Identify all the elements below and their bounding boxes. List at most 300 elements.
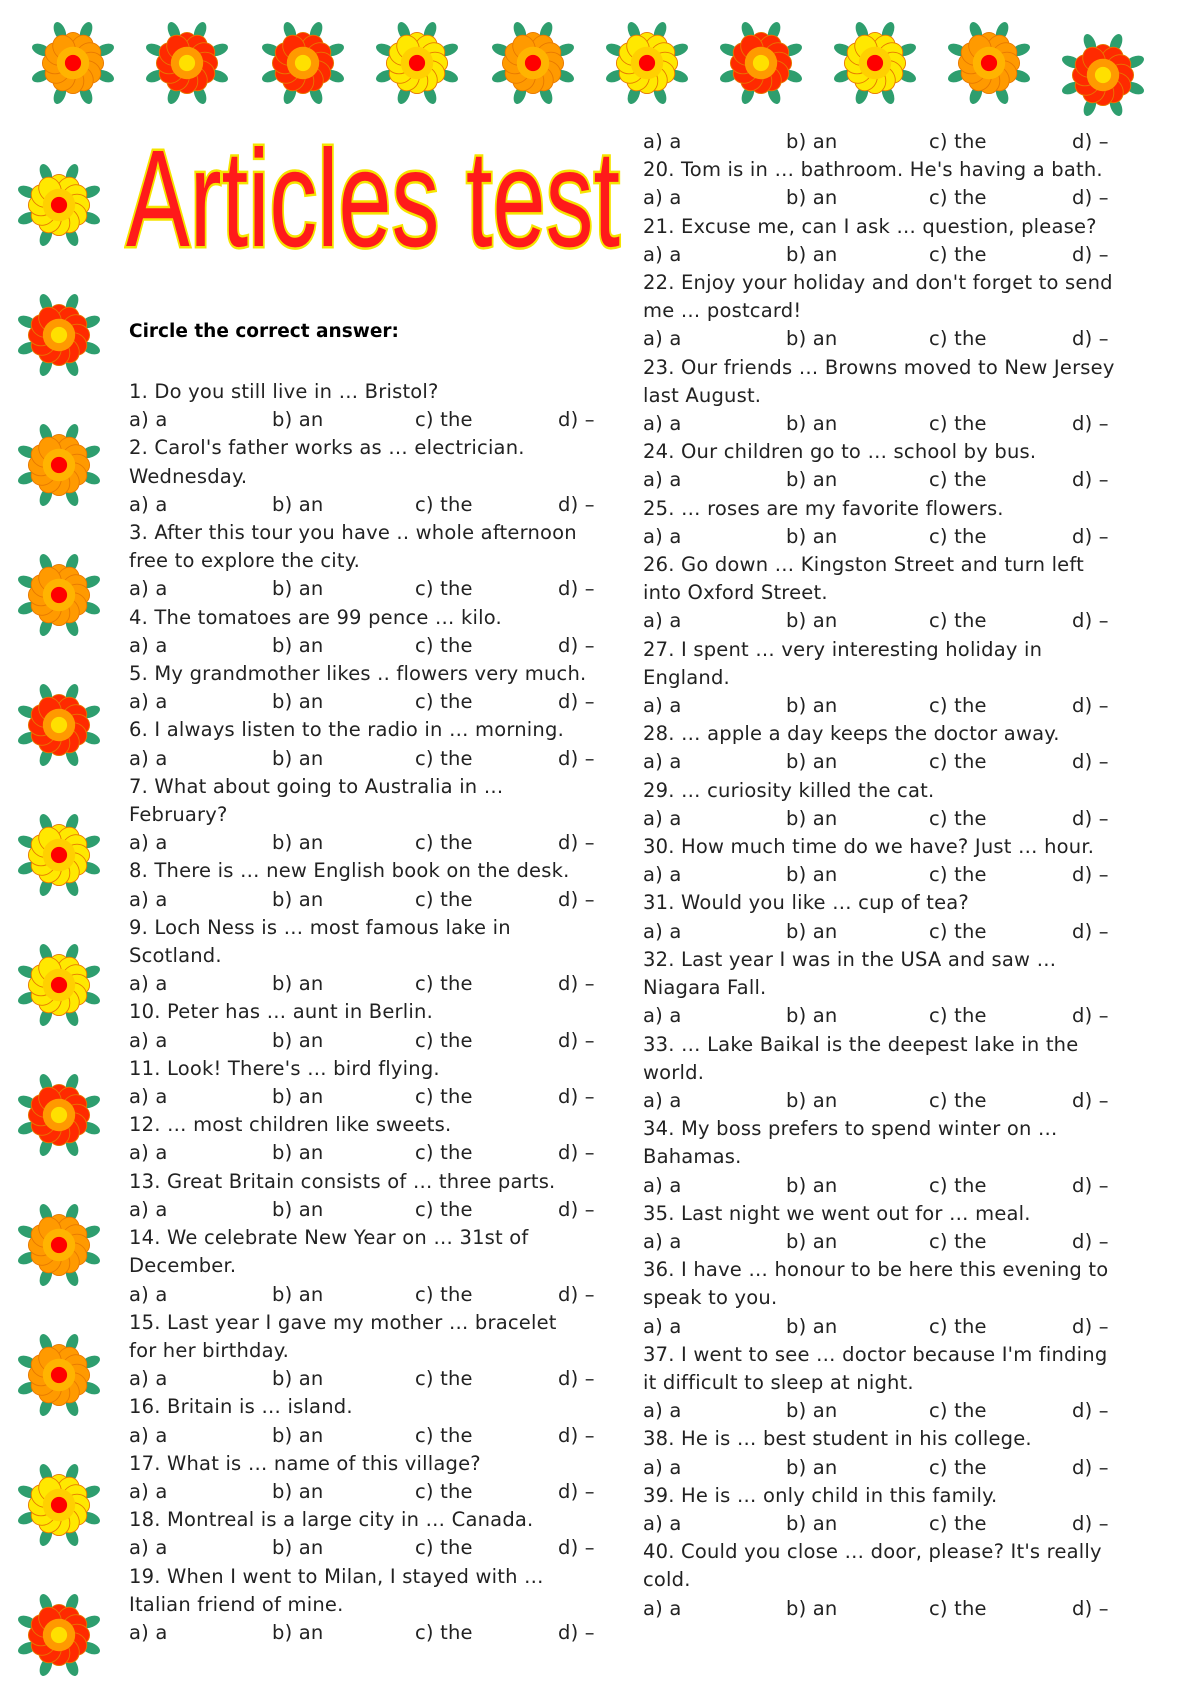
answer-options — [129, 745, 599, 773]
question — [129, 1055, 599, 1083]
flower-icon — [14, 680, 104, 770]
option-c[interactable]: c) the — [415, 972, 473, 996]
question — [643, 946, 1143, 1002]
option-d[interactable]: d) – — [1072, 750, 1109, 774]
answer-options — [643, 1087, 1143, 1115]
option-c[interactable]: c) the — [415, 1479, 473, 1503]
option-c[interactable]: c) the — [415, 1536, 473, 1560]
flower-icon — [716, 18, 806, 108]
option-d[interactable]: d) – — [558, 1141, 595, 1165]
option-a[interactable]: a) a — [643, 1596, 682, 1620]
option-b[interactable]: b) an — [272, 831, 324, 855]
option-d[interactable]: d) – — [1072, 524, 1109, 548]
option-a[interactable]: a) a — [129, 1197, 168, 1221]
option-b[interactable]: b) an — [272, 1620, 324, 1644]
option-c[interactable]: c) the — [929, 186, 987, 210]
option-a[interactable]: a) a — [643, 1314, 682, 1338]
option-c[interactable]: c) the — [415, 887, 473, 911]
question — [129, 1563, 599, 1619]
option-c[interactable]: c) the — [929, 1399, 987, 1423]
option-b[interactable]: b) an — [786, 327, 838, 351]
option-c[interactable]: c) the — [415, 1085, 473, 1109]
option-d[interactable]: d) – — [1072, 130, 1109, 153]
question-text-line: 22. Enjoy your holiday and don't forget to send — [643, 271, 1113, 295]
question — [643, 889, 1143, 917]
option-b[interactable]: b) an — [272, 633, 324, 657]
option-d[interactable]: d) – — [558, 972, 595, 996]
option-c[interactable]: c) the — [929, 806, 987, 830]
question-text-line: 20. Tom is in … bathroom. He's having a bath. — [643, 158, 1103, 182]
option-d[interactable]: d) – — [558, 1085, 595, 1109]
option-c[interactable]: c) the — [929, 750, 987, 774]
option-b[interactable]: b) an — [786, 468, 838, 492]
option-b[interactable]: b) an — [272, 1479, 324, 1503]
option-c[interactable]: c) the — [929, 130, 987, 153]
option-d[interactable]: d) – — [558, 1197, 595, 1221]
question-text-line: 18. Montreal is a large city in … Canada. — [129, 1508, 534, 1532]
option-c[interactable]: c) the — [415, 746, 473, 770]
option-a[interactable]: a) a — [643, 412, 682, 436]
answer-options — [129, 886, 599, 914]
option-b[interactable]: b) an — [272, 577, 324, 601]
option-d[interactable]: d) – — [558, 831, 595, 855]
option-d[interactable]: d) – — [1072, 1399, 1109, 1423]
question — [129, 857, 599, 885]
option-d[interactable]: d) – — [1072, 1596, 1109, 1620]
question-text-line: 26. Go down … Kingston Street and turn left — [643, 553, 1084, 577]
option-a[interactable]: a) a — [129, 1479, 168, 1503]
option-b[interactable]: b) an — [272, 1028, 324, 1052]
option-d[interactable]: d) – — [1072, 412, 1109, 436]
option-b[interactable]: b) an — [786, 609, 838, 633]
option-d[interactable]: d) – — [1072, 1455, 1109, 1479]
answer-options — [643, 128, 1143, 156]
question-text-line: 19. When I went to Milan, I stayed with … — [129, 1564, 544, 1588]
question — [643, 720, 1143, 748]
option-b[interactable]: b) an — [786, 1088, 838, 1112]
instruction-text: Circle the correct answer: — [129, 321, 399, 342]
question-text-line: 17. What is … name of this village? — [129, 1451, 481, 1475]
option-c[interactable]: c) the — [415, 633, 473, 657]
answer-options — [129, 970, 599, 998]
question — [129, 773, 599, 829]
question — [129, 604, 599, 632]
option-d[interactable]: d) – — [1072, 327, 1109, 351]
question-text-line: 39. He is … only child in this family. — [643, 1483, 998, 1507]
question-text-line: world. — [643, 1060, 705, 1084]
answer-options — [643, 523, 1143, 551]
question — [643, 213, 1143, 241]
question-text-line: speak to you. — [643, 1286, 778, 1310]
option-d[interactable]: d) – — [558, 1282, 595, 1306]
question — [643, 833, 1143, 861]
option-d[interactable]: d) – — [1072, 468, 1109, 492]
flower-icon — [602, 18, 692, 108]
option-a[interactable]: a) a — [129, 408, 168, 432]
option-b[interactable]: b) an — [786, 1004, 838, 1028]
answer-options — [129, 1365, 599, 1393]
question-text-line: me … postcard! — [643, 299, 802, 323]
question-text-line: cold. — [643, 1568, 691, 1592]
option-a[interactable]: a) a — [129, 1282, 168, 1306]
answer-options — [643, 607, 1143, 635]
option-a[interactable]: a) a — [129, 746, 168, 770]
option-b[interactable]: b) an — [786, 1314, 838, 1338]
question-text-line: 21. Excuse me, can I ask … question, please? — [643, 214, 1097, 238]
option-a[interactable]: a) a — [129, 1367, 168, 1391]
question — [129, 914, 599, 970]
flower-icon — [14, 940, 104, 1030]
option-a[interactable]: a) a — [129, 887, 168, 911]
option-a[interactable]: a) a — [643, 863, 682, 887]
question — [129, 1393, 599, 1421]
question — [643, 1200, 1143, 1228]
question — [129, 1506, 599, 1534]
answer-options — [643, 1595, 1143, 1623]
page-title — [124, 128, 624, 268]
question-text-line: 10. Peter has … aunt in Berlin. — [129, 1000, 433, 1024]
option-c[interactable]: c) the — [929, 609, 987, 633]
option-b[interactable]: b) an — [272, 492, 324, 516]
option-d[interactable]: d) – — [558, 492, 595, 516]
right-column — [643, 128, 1143, 1623]
question — [643, 1256, 1143, 1312]
option-b[interactable]: b) an — [272, 746, 324, 770]
question — [129, 1111, 599, 1139]
option-d[interactable]: d) – — [558, 690, 595, 714]
option-d[interactable]: d) – — [558, 746, 595, 770]
question — [643, 156, 1143, 184]
option-c[interactable]: c) the — [415, 492, 473, 516]
question — [643, 354, 1143, 410]
question-text-line: 1. Do you still live in … Bristol? — [129, 380, 439, 403]
question-text-line: December. — [129, 1254, 237, 1278]
option-d[interactable]: d) – — [1072, 609, 1109, 633]
option-c[interactable]: c) the — [929, 468, 987, 492]
option-a[interactable]: a) a — [643, 1229, 682, 1253]
answer-options — [643, 184, 1143, 212]
option-b[interactable]: b) an — [786, 524, 838, 548]
option-b[interactable]: b) an — [786, 186, 838, 210]
option-a[interactable]: a) a — [643, 327, 682, 351]
question-text-line: into Oxford Street. — [643, 581, 828, 605]
option-c[interactable]: c) the — [929, 412, 987, 436]
question-text-line: 14. We celebrate New Year on … 31st of — [129, 1226, 529, 1250]
question — [643, 1031, 1143, 1087]
flower-icon — [488, 18, 578, 108]
option-b[interactable]: b) an — [272, 1367, 324, 1391]
question — [129, 1309, 599, 1365]
option-c[interactable]: c) the — [929, 1229, 987, 1253]
flower-icon — [14, 420, 104, 510]
option-d[interactable]: d) – — [558, 1620, 595, 1644]
question-text-line: free to explore the city. — [129, 549, 361, 573]
option-a[interactable]: a) a — [643, 1511, 682, 1535]
option-d[interactable]: d) – — [1072, 242, 1109, 266]
option-c[interactable]: c) the — [415, 408, 473, 432]
option-a[interactable]: a) a — [643, 609, 682, 633]
option-d[interactable]: d) – — [1072, 1004, 1109, 1028]
answer-options — [643, 410, 1143, 438]
question-text-line: 31. Would you like … cup of tea? — [643, 891, 969, 915]
question — [643, 1425, 1143, 1453]
option-b[interactable]: b) an — [272, 1536, 324, 1560]
question-text-line: last August. — [643, 383, 762, 407]
title-svg — [124, 128, 624, 268]
option-d[interactable]: d) – — [1072, 1088, 1109, 1112]
question — [643, 1482, 1143, 1510]
left-column — [129, 378, 599, 1647]
option-d[interactable]: d) – — [558, 1536, 595, 1560]
option-c[interactable]: c) the — [415, 690, 473, 714]
option-b[interactable]: b) an — [272, 690, 324, 714]
question-text-line: 3. After this tour you have .. whole afternoon — [129, 521, 577, 545]
option-b[interactable]: b) an — [786, 242, 838, 266]
option-c[interactable]: c) the — [415, 1028, 473, 1052]
option-c[interactable]: c) the — [929, 1004, 987, 1028]
option-c[interactable]: c) the — [929, 863, 987, 887]
option-d[interactable]: d) – — [558, 408, 595, 432]
option-d[interactable]: d) – — [1072, 1173, 1109, 1197]
question-text-line: 37. I went to see … doctor because I'm finding — [643, 1342, 1108, 1366]
question-text-line: 32. Last year I was in the USA and saw … — [643, 947, 1057, 971]
option-a[interactable]: a) a — [129, 1423, 168, 1447]
option-a[interactable]: a) a — [129, 577, 168, 601]
option-c[interactable]: c) the — [415, 1367, 473, 1391]
option-d[interactable]: d) – — [558, 1028, 595, 1052]
option-b[interactable]: b) an — [272, 1197, 324, 1221]
option-a[interactable]: a) a — [643, 1004, 682, 1028]
answer-options — [129, 632, 599, 660]
flower-icon — [372, 18, 462, 108]
question — [643, 636, 1143, 692]
option-d[interactable]: d) – — [1072, 1229, 1109, 1253]
question-text-line: England. — [643, 665, 730, 689]
option-d[interactable]: d) – — [558, 633, 595, 657]
option-d[interactable]: d) – — [1072, 919, 1109, 943]
option-c[interactable]: c) the — [929, 327, 987, 351]
answer-options — [129, 829, 599, 857]
flower-icon — [1058, 30, 1148, 120]
question — [129, 378, 599, 406]
option-b[interactable]: b) an — [786, 1596, 838, 1620]
question-text-line: 4. The tomatoes are 99 pence … kilo. — [129, 605, 502, 629]
answer-options — [129, 1619, 599, 1647]
option-a[interactable]: a) a — [643, 468, 682, 492]
option-d[interactable]: d) – — [558, 1423, 595, 1447]
option-b[interactable]: b) an — [786, 750, 838, 774]
option-b[interactable]: b) an — [786, 130, 838, 153]
option-c[interactable]: c) the — [929, 1173, 987, 1197]
question-text-line: 16. Britain is … island. — [129, 1395, 353, 1419]
flower-icon — [14, 1460, 104, 1550]
answer-options — [129, 1478, 599, 1506]
option-b[interactable]: b) an — [786, 694, 838, 718]
option-a[interactable]: a) a — [643, 694, 682, 718]
option-c[interactable]: c) the — [929, 1596, 987, 1620]
option-b[interactable]: b) an — [272, 1282, 324, 1306]
option-a[interactable]: a) a — [643, 750, 682, 774]
flower-icon — [142, 18, 232, 108]
answer-options — [643, 1397, 1143, 1425]
option-b[interactable]: b) an — [786, 1455, 838, 1479]
option-b[interactable]: b) an — [786, 1511, 838, 1535]
option-a[interactable]: a) a — [643, 524, 682, 548]
option-c[interactable]: c) the — [415, 1282, 473, 1306]
answer-options — [643, 1313, 1143, 1341]
option-b[interactable]: b) an — [786, 1229, 838, 1253]
option-c[interactable]: c) the — [415, 1423, 473, 1447]
question-text-line: 8. There is … new English book on the desk. — [129, 859, 570, 883]
title-text: Articles test — [126, 128, 620, 268]
option-a[interactable]: a) a — [129, 831, 168, 855]
question-text-line: 23. Our friends … Browns moved to New Jersey — [643, 355, 1115, 379]
option-a[interactable]: a) a — [643, 1088, 682, 1112]
option-d[interactable]: d) – — [558, 1367, 595, 1391]
question-text-line: it difficult to sleep at night. — [643, 1370, 914, 1394]
answer-options — [643, 692, 1143, 720]
option-b[interactable]: b) an — [786, 412, 838, 436]
option-c[interactable]: c) the — [415, 1620, 473, 1644]
question-text-line: 9. Loch Ness is … most famous lake in — [129, 915, 511, 939]
question-text-line: 13. Great Britain consists of … three parts. — [129, 1169, 556, 1193]
question — [129, 1224, 599, 1280]
question — [643, 438, 1143, 466]
question — [129, 1450, 599, 1478]
answer-options — [129, 1422, 599, 1450]
question-text-line: 24. Our children go to … school by bus. — [643, 440, 1037, 464]
answer-options — [643, 325, 1143, 353]
question-text-line: 40. Could you close … door, please? It's really — [643, 1540, 1102, 1564]
option-d[interactable]: d) – — [558, 1479, 595, 1503]
answer-options — [643, 466, 1143, 494]
flower-icon — [14, 1070, 104, 1160]
option-c[interactable]: c) the — [929, 694, 987, 718]
option-b[interactable]: b) an — [786, 919, 838, 943]
question — [643, 1115, 1143, 1171]
option-c[interactable]: c) the — [415, 831, 473, 855]
option-c[interactable]: c) the — [415, 1197, 473, 1221]
option-b[interactable]: b) an — [272, 972, 324, 996]
option-a[interactable]: a) a — [643, 806, 682, 830]
option-a[interactable]: a) a — [129, 1085, 168, 1109]
option-c[interactable]: c) the — [415, 1141, 473, 1165]
answer-options — [643, 805, 1143, 833]
answer-options — [643, 241, 1143, 269]
option-a[interactable]: a) a — [643, 919, 682, 943]
option-d[interactable]: d) – — [558, 577, 595, 601]
option-c[interactable]: c) the — [929, 1314, 987, 1338]
answer-options — [129, 1027, 599, 1055]
option-a[interactable]: a) a — [643, 242, 682, 266]
option-c[interactable]: c) the — [929, 1455, 987, 1479]
option-d[interactable]: d) – — [558, 887, 595, 911]
option-b[interactable]: b) an — [786, 806, 838, 830]
option-a[interactable]: a) a — [129, 690, 168, 714]
option-b[interactable]: b) an — [786, 1173, 838, 1197]
option-a[interactable]: a) a — [129, 1028, 168, 1052]
question — [129, 716, 599, 744]
question-text-line: 12. … most children like sweets. — [129, 1113, 452, 1137]
option-a[interactable]: a) a — [129, 1536, 168, 1560]
flower-icon — [14, 1200, 104, 1290]
option-a[interactable]: a) a — [129, 633, 168, 657]
flower-icon — [14, 1590, 104, 1680]
option-d[interactable]: d) – — [1072, 694, 1109, 718]
option-b[interactable]: b) an — [272, 1085, 324, 1109]
option-b[interactable]: b) an — [786, 1399, 838, 1423]
option-c[interactable]: c) the — [929, 1088, 987, 1112]
flower-icon — [944, 18, 1034, 108]
option-a[interactable]: a) a — [129, 492, 168, 516]
flower-icon — [28, 18, 118, 108]
answer-options — [129, 1139, 599, 1167]
option-a[interactable]: a) a — [643, 1173, 682, 1197]
answer-options — [643, 1510, 1143, 1538]
flower-icon — [258, 18, 348, 108]
question-text-line: Scotland. — [129, 944, 222, 968]
option-a[interactable]: a) a — [129, 1620, 168, 1644]
option-d[interactable]: d) – — [1072, 1314, 1109, 1338]
option-b[interactable]: b) an — [272, 1141, 324, 1165]
option-c[interactable]: c) the — [929, 919, 987, 943]
option-d[interactable]: d) – — [1072, 186, 1109, 210]
answer-options — [129, 1196, 599, 1224]
question-text-line: 6. I always listen to the radio in … morning. — [129, 718, 564, 742]
answer-options — [129, 1083, 599, 1111]
option-c[interactable]: c) the — [929, 1511, 987, 1535]
answer-options — [129, 1534, 599, 1562]
option-a[interactable]: a) a — [643, 1455, 682, 1479]
answer-options — [129, 575, 599, 603]
answer-options — [643, 1172, 1143, 1200]
option-d[interactable]: d) – — [1072, 806, 1109, 830]
option-c[interactable]: c) the — [929, 524, 987, 548]
option-b[interactable]: b) an — [272, 1423, 324, 1447]
question-text-line: Bahamas. — [643, 1145, 742, 1169]
question — [129, 519, 599, 575]
question-text-line: 5. My grandmother likes .. flowers very much. — [129, 662, 587, 686]
option-d[interactable]: d) – — [1072, 863, 1109, 887]
answer-options — [129, 406, 599, 434]
flower-icon — [14, 810, 104, 900]
answer-options — [643, 861, 1143, 889]
option-a[interactable]: a) a — [129, 1141, 168, 1165]
option-a[interactable]: a) a — [643, 1399, 682, 1423]
flower-icon — [830, 18, 920, 108]
option-b[interactable]: b) an — [786, 863, 838, 887]
question-text-line: for her birthday. — [129, 1338, 290, 1362]
option-b[interactable]: b) an — [272, 408, 324, 432]
question — [643, 1341, 1143, 1397]
option-c[interactable]: c) the — [415, 577, 473, 601]
option-b[interactable]: b) an — [272, 887, 324, 911]
option-d[interactable]: d) – — [1072, 1511, 1109, 1535]
question — [643, 551, 1143, 607]
question — [643, 269, 1143, 325]
option-a[interactable]: a) a — [129, 972, 168, 996]
question-text-line: 36. I have … honour to be here this evening to — [643, 1258, 1109, 1282]
option-c[interactable]: c) the — [929, 242, 987, 266]
question — [643, 495, 1143, 523]
question — [129, 434, 599, 490]
answer-options — [643, 918, 1143, 946]
option-a[interactable]: a) a — [643, 130, 682, 153]
answer-options — [129, 688, 599, 716]
question — [643, 777, 1143, 805]
question — [129, 1168, 599, 1196]
option-a[interactable]: a) a — [643, 186, 682, 210]
